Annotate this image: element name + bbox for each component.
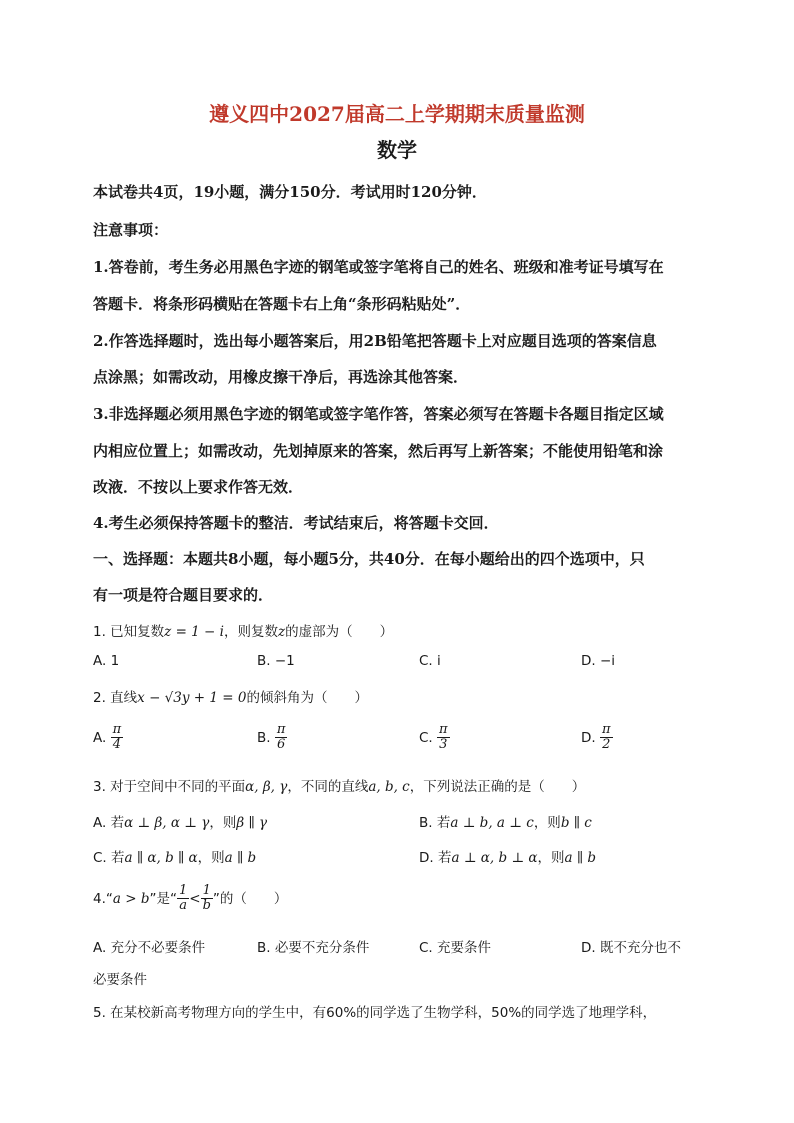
q4-option-c: C. 充要条件 xyxy=(419,940,492,956)
q4-option-a: A. 充分不必要条件 xyxy=(93,940,206,956)
q2-c-numerator: π xyxy=(439,722,448,737)
q2-option-d xyxy=(581,723,613,753)
q4-prefix: 4.“ xyxy=(93,890,113,907)
q2-option-d-fraction xyxy=(600,723,613,753)
q3-c-then: ，则 xyxy=(197,850,225,866)
q3-a-condition: α ⊥ β, α ⊥ γ xyxy=(124,815,210,831)
q3-a-result: β ∥ γ xyxy=(236,815,268,831)
q3-prefix: 3. 对于空间中不同的平面 xyxy=(93,779,246,795)
exam-title: 遵义四中2027届高二上学期期末质量监测 xyxy=(209,102,585,126)
q1-suffix: 的虚部为（ ） xyxy=(285,624,394,640)
q4-suffix: ”的（ ） xyxy=(212,890,288,907)
q4-fraction-2-denominator: b xyxy=(202,898,211,914)
q2-a-denominator: 4 xyxy=(112,737,121,753)
q1-expression: z = 1 − i xyxy=(164,624,224,640)
q3-c-prefix: C. 若 xyxy=(93,850,125,866)
q3-a-prefix: A. 若 xyxy=(93,815,125,831)
q3-planes: α, β, γ xyxy=(245,779,288,795)
note-3-line-3: 改液．不按以上要求作答无效． xyxy=(93,478,304,496)
q2-d-numerator: π xyxy=(601,722,611,737)
section-1-line-1: 一、选择题：本题共8小题，每小题5分，共40分．在每小题给出的四个选项中，只 xyxy=(93,550,645,568)
q2-a-numerator: π xyxy=(112,722,122,737)
q4-option-b: B. 必要不充分条件 xyxy=(257,940,370,956)
q2-d-denominator: 2 xyxy=(602,737,611,753)
q2-option-a-label: A. xyxy=(93,729,107,746)
q1-option-d: D. −i xyxy=(581,653,616,669)
q4-fraction-2 xyxy=(201,884,213,914)
q3-d-prefix: D. 若 xyxy=(419,850,452,866)
q3-c-result: a ∥ b xyxy=(224,850,257,866)
note-1-line-1: 1.答卷前，考生务必用黑色字迹的钢笔或签字笔将自己的姓名、班级和准考证号填写在 xyxy=(93,258,664,276)
exam-intro: 本试卷共4页，19小题，满分150分．考试用时120分钟． xyxy=(93,183,487,201)
q2-option-d-label: D. xyxy=(581,729,596,746)
q3-option-b xyxy=(419,811,592,831)
q4-fraction-1 xyxy=(177,884,189,914)
question-3-stem xyxy=(93,775,585,795)
note-3-line-1: 3.非选择题必须用黑色字迹的钢笔或签字笔作答，答案必须写在答题卡各题目指定区域 xyxy=(93,405,664,423)
q4-fraction-1-numerator: 1 xyxy=(178,883,188,898)
note-4: 4.考生必须保持答题卡的整洁．考试结束后，将答题卡交回． xyxy=(93,514,499,532)
note-2-line-1: 2.作答选择题时，选出每小题答案后，用2B铅笔把答题卡上对应题目选项的答案信息 xyxy=(93,332,657,350)
q2-option-c xyxy=(419,723,450,753)
q2-prefix: 2. 直线 xyxy=(93,690,138,706)
q2-b-numerator: π xyxy=(276,722,286,737)
q2-option-b-label: B. xyxy=(257,729,271,746)
q3-c-condition: a ∥ α, b ∥ α xyxy=(124,850,198,866)
question-5-stem: 5. 在某校新高考物理方向的学生中，有60%的同学选了生物学科，50%的同学选了地理学科， xyxy=(93,1005,657,1021)
q3-b-condition: a ⊥ b, a ⊥ c xyxy=(450,815,534,831)
question-1-stem xyxy=(93,620,393,640)
note-1-line-2: 答题卡．将条形码横贴在答题卡右上角“条形码粘贴处”． xyxy=(93,295,471,313)
q2-option-c-label: C. xyxy=(419,729,433,746)
q2-b-denominator: 6 xyxy=(276,737,286,753)
note-3-line-2: 内相应位置上；如需改动，先划掉原来的答案，然后再写上新答案；不能使用铅笔和涂 xyxy=(93,442,664,460)
q3-suffix: ，下列说法正确的是（ ） xyxy=(409,779,586,795)
q3-middle: ，不同的直线 xyxy=(287,779,369,795)
q2-expression: x − √3y + 1 = 0 xyxy=(137,690,247,706)
q2-suffix: 的倾斜角为（ ） xyxy=(246,690,368,706)
q3-d-condition: a ⊥ α, b ⊥ α xyxy=(451,850,538,866)
subject-title: 数学 xyxy=(377,138,417,162)
q2-option-b-fraction xyxy=(275,723,288,753)
q3-b-result: b ∥ c xyxy=(560,815,592,831)
q3-b-then: ，则 xyxy=(533,815,561,831)
q3-lines: a, b, c xyxy=(368,779,410,795)
q1-option-c: C. i xyxy=(419,653,441,669)
q4-condition: a > b xyxy=(112,890,150,907)
q2-option-b xyxy=(257,723,287,753)
q3-option-d xyxy=(419,846,596,866)
q4-fraction-1-denominator: a xyxy=(179,898,187,914)
q2-option-a-fraction xyxy=(111,723,124,753)
q2-option-a xyxy=(93,723,123,753)
q4-option-d-line-1: D. 既不充分也不 xyxy=(581,940,681,956)
q1-middle: ，则复数 xyxy=(223,624,278,640)
note-2-line-2: 点涂黑；如需改动，用橡皮擦干净后，再选涂其他答案． xyxy=(93,368,469,386)
q3-a-then: ，则 xyxy=(209,815,237,831)
q3-d-then: ，则 xyxy=(537,850,565,866)
question-4-stem xyxy=(93,884,287,914)
notes-heading: 注意事项： xyxy=(93,221,169,239)
q2-c-denominator: 3 xyxy=(439,737,448,753)
q4-option-d-line-2: 必要条件 xyxy=(93,972,147,988)
question-2-stem xyxy=(93,686,368,706)
q1-prefix: 1. 已知复数 xyxy=(93,624,165,640)
q3-b-prefix: B. 若 xyxy=(419,815,451,831)
section-1-line-2: 有一项是符合题目要求的． xyxy=(93,586,274,604)
q1-variable: z xyxy=(277,624,286,640)
q3-option-c xyxy=(93,846,256,866)
q3-option-a xyxy=(93,811,267,831)
q3-d-result: a ∥ b xyxy=(564,850,597,866)
q1-option-b: B. −1 xyxy=(257,653,295,669)
q4-middle: ”是“ xyxy=(149,890,177,907)
q4-less-than: < xyxy=(189,890,201,907)
q4-fraction-2-numerator: 1 xyxy=(202,883,211,898)
q1-option-a: A. 1 xyxy=(93,653,120,669)
q2-option-c-fraction xyxy=(437,723,450,753)
